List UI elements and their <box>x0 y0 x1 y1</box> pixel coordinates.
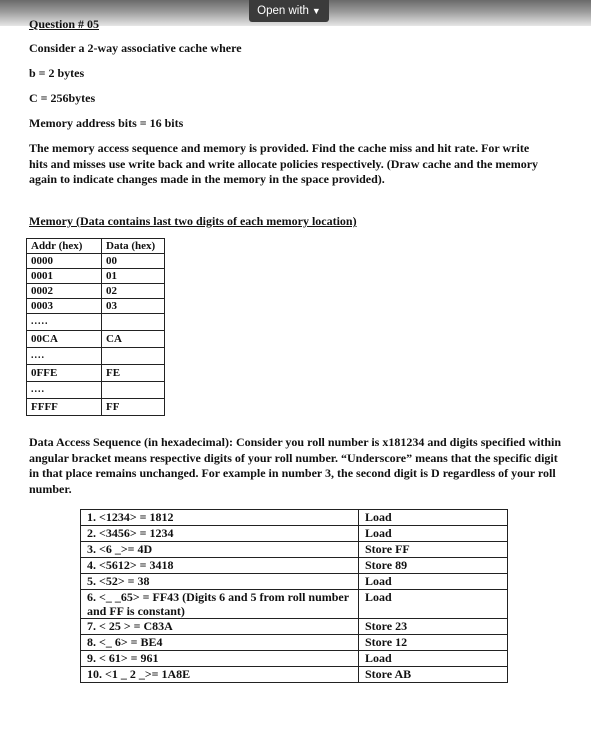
data-cell: CA <box>102 331 165 348</box>
data-cell <box>102 382 165 399</box>
table-row <box>27 254 165 269</box>
ellipsis-cell: .... <box>27 348 102 365</box>
addr-cell: 0003 <box>27 299 102 314</box>
data-cell <box>102 314 165 331</box>
table-row <box>81 590 508 619</box>
addr-cell: 0002 <box>27 284 102 299</box>
addr-cell: 00CA <box>27 331 102 348</box>
access-cell: 3. <6 _>= 4D <box>81 542 359 558</box>
table-row <box>27 284 165 299</box>
ellipsis-cell: ..... <box>27 314 102 331</box>
access-cell: 4. <5612> = 3418 <box>81 558 359 574</box>
operation-cell: Load <box>359 651 508 667</box>
access-cell: 1. <1234> = 1812 <box>81 510 359 526</box>
access-sequence-table <box>80 509 508 683</box>
cache-description: Consider a 2-way associative cache where <box>29 41 242 55</box>
data-cell <box>102 348 165 365</box>
memory-heading: Memory (Data contains last two digits of each memory location) <box>29 214 357 228</box>
table-row <box>81 635 508 651</box>
table-row <box>81 619 508 635</box>
table-row-ellipsis <box>27 348 165 365</box>
access-cell: 9. < 61> = 961 <box>81 651 359 667</box>
table-row <box>81 510 508 526</box>
caret-down-icon: ▼ <box>311 6 321 16</box>
operation-cell: Store AB <box>359 667 508 683</box>
memory-table <box>26 238 165 416</box>
access-cell: 7. < 25 > = C83A <box>81 619 359 635</box>
access-cell: 6. <_ _65> = FF43 (Digits 6 and 5 from roll number and FF is constant) <box>81 590 359 619</box>
table-row <box>81 526 508 542</box>
table-row <box>27 299 165 314</box>
operation-cell: Store FF <box>359 542 508 558</box>
table-row <box>27 365 165 382</box>
addr-cell: 0FFE <box>27 365 102 382</box>
access-cell: 10. <1 _ 2 _>= 1A8E <box>81 667 359 683</box>
open-with-label: Open with <box>257 5 309 17</box>
access-cell: 8. <_ 6> = BE4 <box>81 635 359 651</box>
operation-cell: Store 12 <box>359 635 508 651</box>
table-row-ellipsis <box>27 382 165 399</box>
operation-cell: Load <box>359 590 508 619</box>
operation-cell: Store 89 <box>359 558 508 574</box>
operation-cell: Store 23 <box>359 619 508 635</box>
table-row <box>81 574 508 590</box>
table-row <box>81 667 508 683</box>
instructions-paragraph: The memory access sequence and memory is provided. Find the cache miss and hit rate. For write hits and misses use write back and write allocate policies respectively. (Draw cache and the memory again to indicate changes made in the memory in the space provided). <box>29 141 539 186</box>
table-row <box>27 399 165 416</box>
sequence-intro-paragraph: Data Access Sequence (in hexadecimal): Consider you roll number is x181234 and digits specified within angular bracket means respective digits of your roll number. “Underscore” means that the specific digit in that place remains unchanged. For example in number 3, the second digit is D regardless of your roll number. <box>29 435 562 496</box>
ellipsis-cell: .... <box>27 382 102 399</box>
data-cell: 02 <box>102 284 165 299</box>
data-cell: 01 <box>102 269 165 284</box>
block-size: b = 2 bytes <box>29 66 85 80</box>
table-row-ellipsis <box>27 314 165 331</box>
addr-cell: 0001 <box>27 269 102 284</box>
table-row <box>27 269 165 284</box>
access-cell: 5. <52> = 38 <box>81 574 359 590</box>
table-row <box>81 542 508 558</box>
data-cell: 03 <box>102 299 165 314</box>
data-header: Data (hex) <box>102 239 165 254</box>
addr-header: Addr (hex) <box>27 239 102 254</box>
memory-table-header <box>27 239 165 254</box>
addr-cell: FFFF <box>27 399 102 416</box>
operation-cell: Load <box>359 510 508 526</box>
cache-size: C = 256bytes <box>29 91 96 105</box>
data-cell: FE <box>102 365 165 382</box>
data-cell: 00 <box>102 254 165 269</box>
question-title: Question # 05 <box>29 17 100 31</box>
operation-cell: Load <box>359 574 508 590</box>
data-cell: FF <box>102 399 165 416</box>
table-row <box>81 558 508 574</box>
access-cell: 2. <3456> = 1234 <box>81 526 359 542</box>
open-with-button[interactable] <box>249 0 329 22</box>
table-row <box>27 331 165 348</box>
address-bits: Memory address bits = 16 bits <box>29 116 184 130</box>
table-row <box>81 651 508 667</box>
addr-cell: 0000 <box>27 254 102 269</box>
operation-cell: Load <box>359 526 508 542</box>
